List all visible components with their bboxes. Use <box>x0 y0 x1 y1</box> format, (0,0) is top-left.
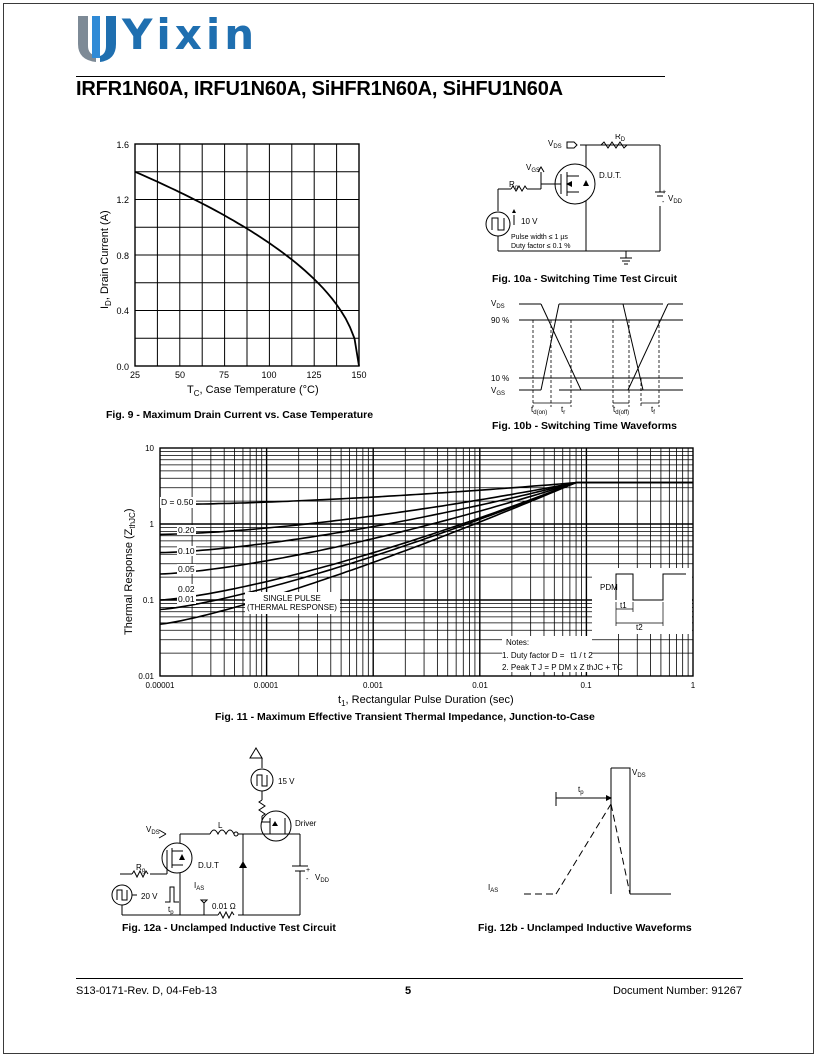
fig9-xtick: 150 <box>351 370 367 380</box>
fig11-thermal-response: (THERMAL RESPONSE) <box>247 603 337 612</box>
fig9-ytick: 0.0 <box>116 362 129 372</box>
fig12a-vds-label: $V_{DS}$ <box>146 825 160 836</box>
fig11-curve-d005 <box>160 483 693 574</box>
fig11-x-label: $t_1$, Rectangular Pulse Duration (sec) <box>338 694 514 708</box>
fig10b-tf-label: $t_f$ <box>651 405 655 416</box>
fig10a-pulse-width: Pulse width ≤ 1 µs <box>511 234 568 241</box>
fig10a-duty-factor: Duty factor ≤ 0.1 % <box>511 243 571 250</box>
fig12a-inductor-label: L <box>218 821 223 830</box>
fig10b-tr-label: $t_r$ <box>561 405 566 416</box>
fig11-curve-label: 0.01 <box>178 594 195 604</box>
footer-document-number: Document Number: 91267 <box>612 985 742 997</box>
fig9-xtick: 100 <box>261 370 277 380</box>
fig12b-waveforms <box>486 762 686 912</box>
fig11-ytick: 1 <box>149 520 154 529</box>
fig11-chart <box>118 440 708 708</box>
fig12b-tp-label: $t_p$ <box>578 785 584 796</box>
fig11-ytick: 0.01 <box>138 672 154 681</box>
fig12a-vdd-minus: - <box>306 876 309 883</box>
fig12a-vdd-label: $V_{DD}$ <box>315 873 330 884</box>
fig11-y-label: Thermal Response $(Z_{thJC})$ <box>123 508 137 635</box>
fig10b-tdon-label: $t_{d(on)}$ <box>531 405 548 416</box>
fig11-ytick: 0.1 <box>142 596 154 605</box>
fig12a-vdd-plus: + <box>306 867 311 874</box>
fig9-ytick: 1.6 <box>116 140 129 150</box>
fig9-xtick: 75 <box>218 370 230 380</box>
yixin-logo-icon <box>76 14 120 64</box>
fig11-single-pulse: SINGLE PULSE <box>263 594 321 603</box>
fig12a-dut-label: D.U.T <box>198 861 219 870</box>
fig9-xtick: 125 <box>306 370 322 380</box>
fig10a-circuit <box>483 134 713 272</box>
fig12a-tp-label: $t_p$ <box>168 905 174 916</box>
footer-page-number: 5 <box>405 985 412 997</box>
fig10b-vds-label: $V_{DS}$ <box>491 299 505 310</box>
fig11-xtick: 0.001 <box>362 681 384 690</box>
fig12b-caption: Fig. 12b - Unclamped Inductive Waveforms <box>478 922 692 934</box>
fig11-curve-label: 0.02 <box>178 584 195 594</box>
fig11-curve-label: 0.05 <box>178 564 195 574</box>
fig11-notes-title: Notes: <box>506 638 530 647</box>
fig11-xtick: 0.0001 <box>253 681 279 690</box>
fig12a-circuit <box>110 740 370 920</box>
fig9-chart <box>92 134 382 402</box>
fig11-xtick: 1 <box>690 681 696 690</box>
fig10a-source-label: 10 V <box>521 217 538 226</box>
fig10a-vds-label: $V_{DS}$ <box>548 139 562 150</box>
fig10b-caption: Fig. 10b - Switching Time Waveforms <box>492 420 677 432</box>
footer-rule <box>76 978 743 979</box>
fig11-caption: Fig. 11 - Maximum Effective Transient Thermal Impedance, Junction-to-Case <box>215 711 595 723</box>
fig11-curve-label: 0.20 <box>178 525 195 535</box>
fig10b-tdoff-label: $t_{d(off)}$ <box>613 405 630 416</box>
brand-name: Yixin <box>122 10 259 59</box>
fig11-xtick: 0.1 <box>580 681 592 690</box>
fig12a-caption: Fig. 12a - Unclamped Inductive Test Circuit <box>122 922 336 934</box>
fig12a-source-label: 15 V <box>278 777 295 786</box>
fig12a-driver-label: Driver <box>295 819 317 828</box>
fig11-t1-label: t1 <box>620 601 627 610</box>
footer-revision: S13-0171-Rev. D, 04-Feb-13 <box>76 985 218 997</box>
fig11-note1: 1. Duty factor D = t1 / t 2 <box>502 651 593 660</box>
fig11-curve-label: 0.10 <box>178 546 195 556</box>
fig10a-vdd-plus: + <box>662 189 667 196</box>
header-rule <box>76 76 665 77</box>
document-title: IRFR1N60A, IRFU1N60A, SiHFR1N60A, SiHFU1N60A <box>76 78 563 100</box>
fig12b-ias-label: $I_{AS}$ <box>488 883 499 894</box>
fig10a-caption: Fig. 10a - Switching Time Test Circuit <box>492 273 678 285</box>
fig10a-dut-label: D.U.T. <box>599 171 622 180</box>
fig12a-rg-label: $R_g$ <box>136 863 146 874</box>
fig10b-vgs-label: $V_{GS}$ <box>491 386 506 397</box>
fig11-xtick: 0.01 <box>472 681 488 690</box>
fig10b-10-label: 10 % <box>491 374 510 383</box>
fig9-x-label: $T_C$, Case Temperature (°C) <box>187 384 319 398</box>
fig11-ytick: 10 <box>145 444 154 453</box>
fig11-t2-label: t2 <box>636 623 643 632</box>
fig10a-rg-label: $R_g$ <box>509 180 519 191</box>
fig12a-resistor-label: 0.01 Ω <box>212 902 236 911</box>
fig11-curve-label: D = 0.50 <box>161 497 194 507</box>
fig9-ytick: 1.2 <box>116 195 129 205</box>
fig9-ytick: 0.8 <box>116 251 129 261</box>
fig9-xtick: 25 <box>129 370 141 380</box>
fig10a-vdd-minus: - <box>662 199 665 206</box>
fig11-curve-d020 <box>160 483 693 535</box>
fig10b-waveforms <box>483 292 693 422</box>
fig10a-vdd-label: $V_{DD}$ <box>668 194 683 205</box>
fig10a-rd-label: $R_D$ <box>615 134 626 143</box>
fig11-pdm-label: PDM <box>600 583 618 592</box>
fig9-ytick: 0.4 <box>116 306 129 316</box>
fig10b-90-label: 90 % <box>491 316 510 325</box>
fig11-xtick: 0.00001 <box>145 681 175 690</box>
fig9-grid <box>135 144 359 366</box>
fig12a-ias-label: $I_{AS}$ <box>194 881 205 892</box>
fig10a-vgs-label: $V_{GS}$ <box>526 163 541 174</box>
fig12b-vds-label: $V_{DS}$ <box>632 768 646 779</box>
fig9-y-label: $I_D$, Drain Current (A) <box>99 210 113 309</box>
fig11-note2: 2. Peak T J = P DM x Z thJC + TC <box>502 663 623 672</box>
fig12a-gate-source: 20 V <box>141 892 158 901</box>
fig9-caption: Fig. 9 - Maximum Drain Current vs. Case Temperature <box>106 409 374 421</box>
fig9-xtick: 50 <box>174 370 186 380</box>
